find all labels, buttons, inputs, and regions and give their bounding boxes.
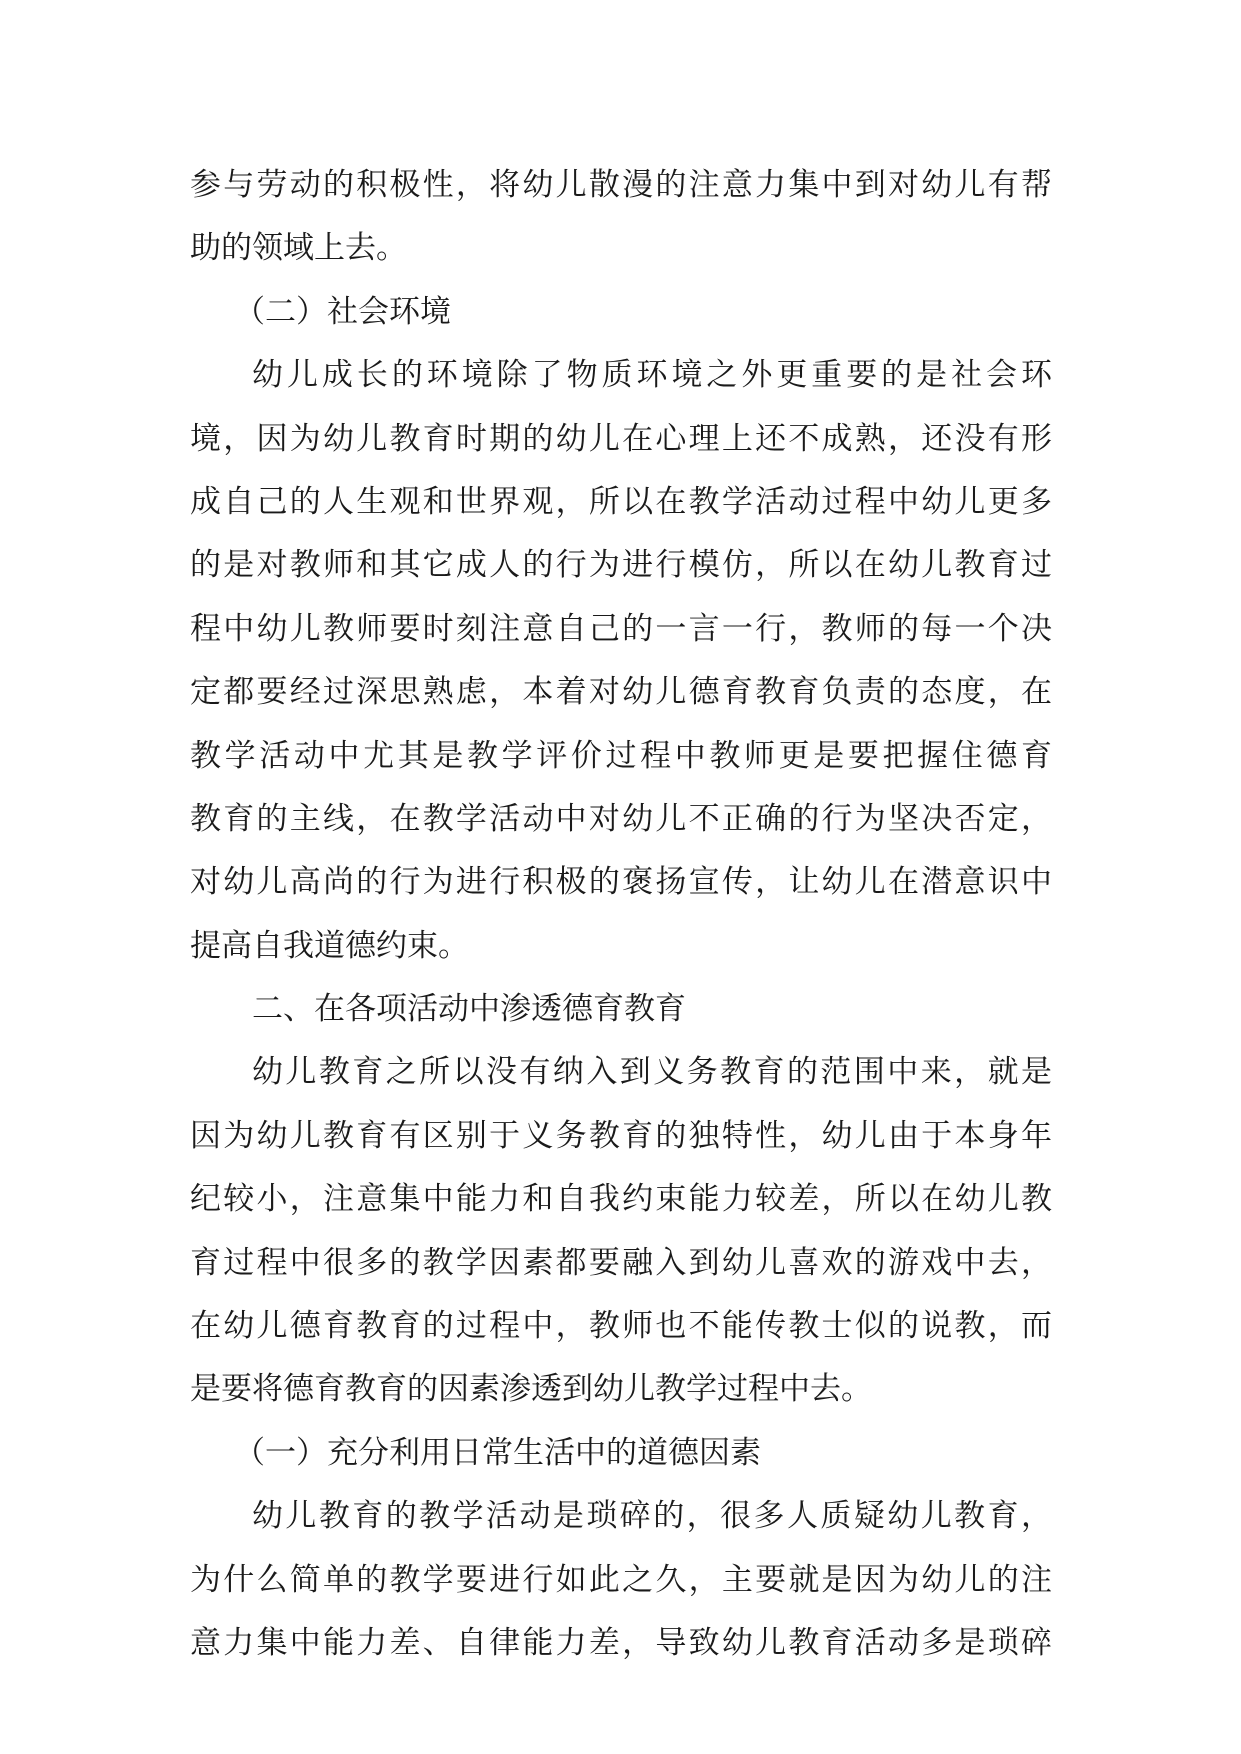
section-heading: 二、在各项活动中渗透德育教育: [252, 991, 686, 1028]
text-line: 为什么简单的教学要进行如此之久，主要就是因为幼儿的注: [190, 1561, 1052, 1598]
text-line: 是要将德育教育的因素渗透到幼儿教学过程中去。: [190, 1371, 872, 1408]
paragraph-first-line: 幼儿成长的环境除了物质环境之外更重要的是社会环: [252, 357, 1052, 394]
text-line: 因为幼儿教育有区别于义务教育的独特性，幼儿由于本身年: [190, 1117, 1052, 1154]
text-line: 提高自我道德约束。: [190, 927, 469, 964]
paragraph-first-line: 幼儿教育的教学活动是琐碎的，很多人质疑幼儿教育，: [252, 1498, 1052, 1535]
section-heading: （一）充分利用日常生活中的道德因素: [234, 1434, 761, 1471]
text-line: 纪较小，注意集中能力和自我约束能力较差，所以在幼儿教: [190, 1181, 1052, 1218]
text-line: 在幼儿德育教育的过程中，教师也不能传教士似的说教，而: [190, 1308, 1052, 1345]
section-heading: （二）社会环境: [234, 293, 451, 330]
text-line: 参与劳动的积极性，将幼儿散漫的注意力集中到对幼儿有帮: [190, 167, 1052, 203]
text-line: 程中幼儿教师要时刻注意自己的一言一行，教师的每一个决: [190, 610, 1052, 647]
body-text: [190, 154, 1052, 1675]
text-line: 育过程中很多的教学因素都要融入到幼儿喜欢的游戏中去，: [190, 1244, 1052, 1281]
paragraph-first-line: 幼儿教育之所以没有纳入到义务教育的范围中来，就是: [252, 1054, 1052, 1091]
text-line: 境，因为幼儿教育时期的幼儿在心理上还不成熟，还没有形: [190, 420, 1052, 457]
text-line: 对幼儿高尚的行为进行积极的褒扬宣传，让幼儿在潜意识中: [190, 864, 1052, 901]
text-line: 意力集中能力差、自律能力差，导致幼儿教育活动多是琐碎: [190, 1624, 1052, 1661]
text-line: 定都要经过深思熟虑，本着对幼儿德育教育负责的态度，在: [190, 674, 1052, 711]
text-line: 教学活动中尤其是教学评价过程中教师更是要把握住德育: [190, 737, 1052, 774]
text-line: 教育的主线，在教学活动中对幼儿不正确的行为坚决否定，: [190, 800, 1052, 837]
text-line: 成自己的人生观和世界观，所以在教学活动过程中幼儿更多: [190, 483, 1052, 520]
text-line: 助的领域上去。: [190, 230, 407, 267]
text-line: 的是对教师和其它成人的行为进行模仿，所以在幼儿教育过: [190, 547, 1052, 584]
